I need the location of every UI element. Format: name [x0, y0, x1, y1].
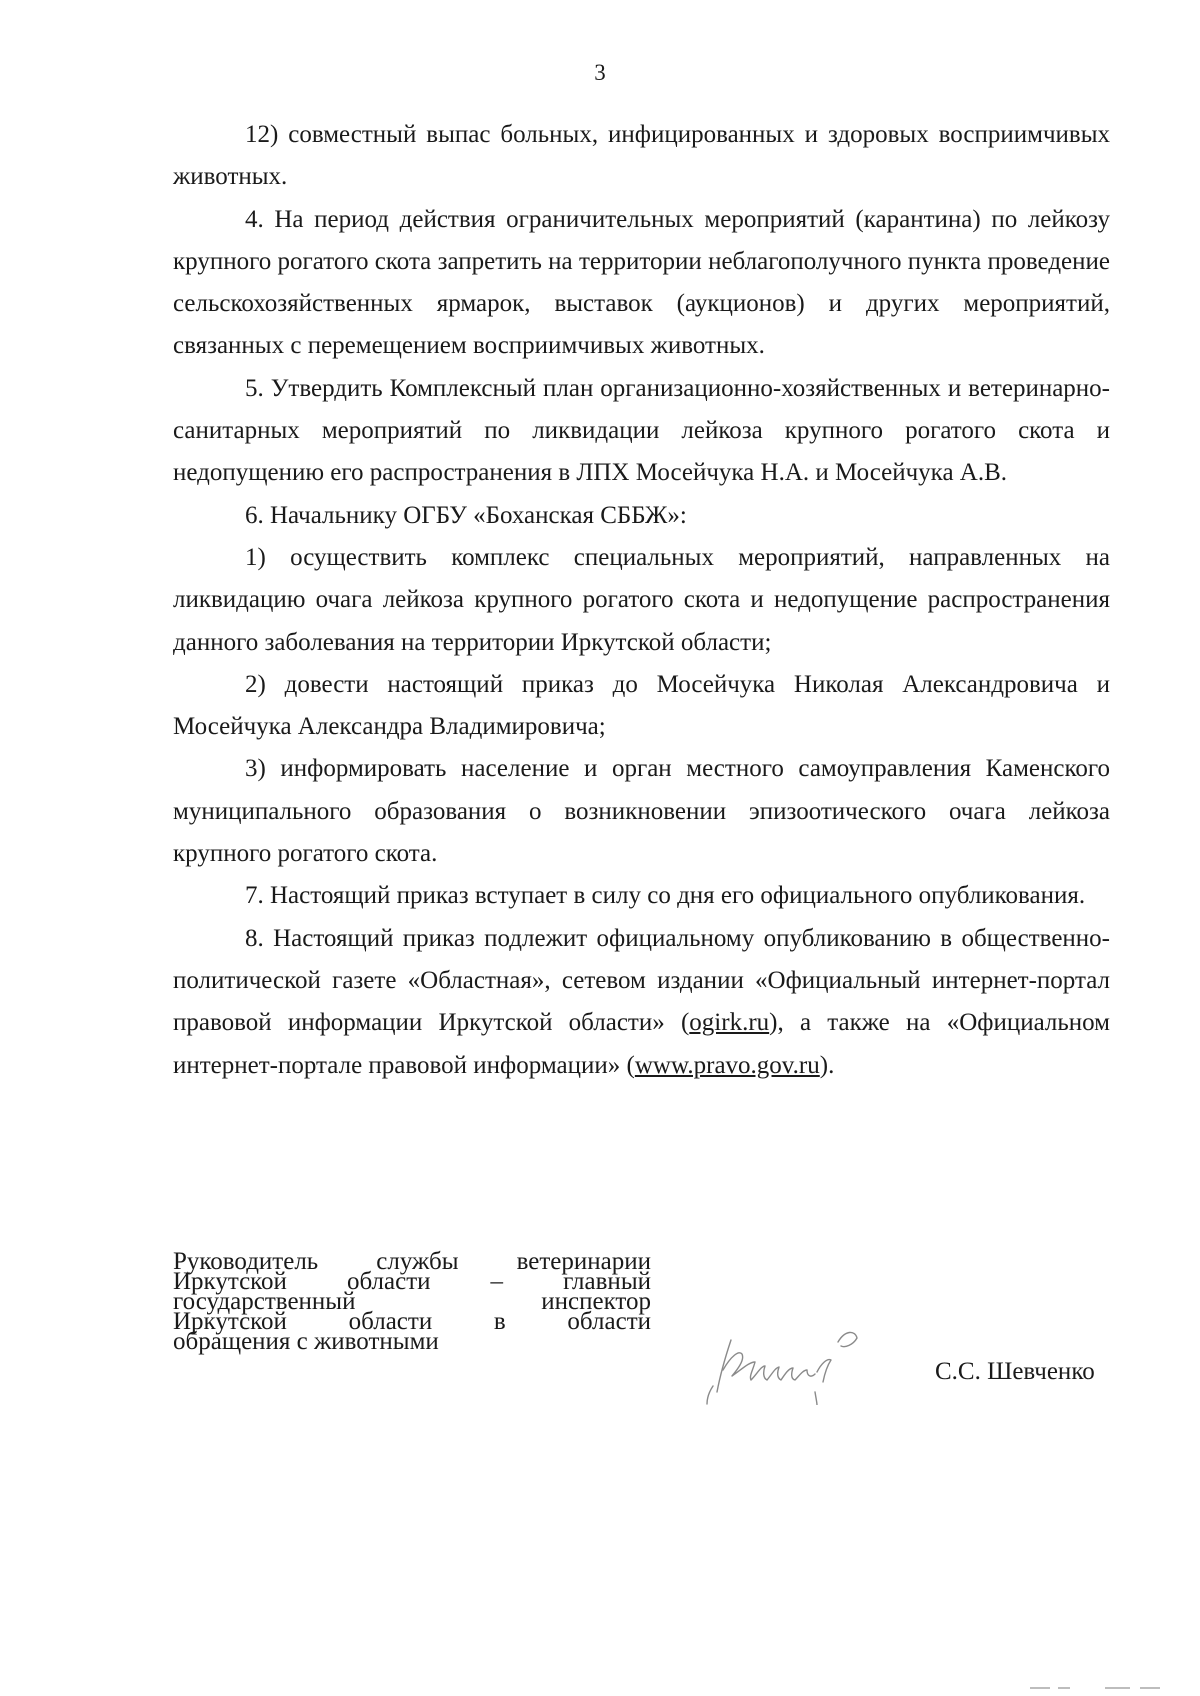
paragraph-6-item-3: 3) информировать население и орган местного самоуправления Каменского муниципального образования о возникновении эпизоотического очага лейкоза крупного рогатого скота.: [173, 755, 1110, 868]
pravo-link[interactable]: www.pravo.gov.ru: [634, 1051, 820, 1079]
publication-text-1: 8. Настоящий приказ подлежит официальному опубликованию в общественно-политической газете «Областная», сетевом издании «Официальный интернет-портал правовой информации Иркутской области» (: [173, 924, 1110, 1037]
document-body: [173, 114, 1110, 1087]
position-line: обращения с животными: [173, 1328, 439, 1355]
signer-name: С.С. Шевченко: [935, 1358, 1095, 1385]
paragraph-4: 4. На период действия ограничительных мероприятий (карантина) по лейкозу крупного рогатого скота запретить на территории неблагополучного пункта проведение сельскохозяйственных ярмарок, выставок (аукционов) и других мероприятий, связанных с перемещением восприимчивых животных.: [173, 205, 1110, 360]
scan-artifact-icon: [1030, 1684, 1180, 1692]
paragraph-6-item-2: 2) довести настоящий приказ до Мосейчука Николая Александровича и Мосейчука Александра Владимировича;: [173, 670, 1110, 741]
page-number: 3: [594, 60, 606, 85]
position-line: государственный инспектор: [173, 1288, 651, 1315]
publication-text-3: ).: [819, 1051, 835, 1079]
ogirk-link[interactable]: ogirk.ru: [689, 1009, 770, 1037]
paragraph-8: [173, 918, 1110, 1087]
paragraph-6: 6. Начальнику ОГБУ «Боханская СББЖ»:: [245, 501, 687, 529]
paragraph-6-item-1: 1) осуществить комплекс специальных мероприятий, направленных на ликвидацию очага лейкоза крупного рогатого скота и недопущение распространения данного заболевания на территории Иркутской области;: [173, 543, 1110, 656]
publication-text-2: ), а также на «Официальном интернет-портале правовой информации» (: [173, 1009, 1111, 1079]
position-line: Иркутской области – главный: [173, 1268, 651, 1295]
paragraph-7: 7. Настоящий приказ вступает в силу со дня его официального опубликования.: [245, 882, 1086, 910]
handwritten-signature: [695, 1300, 915, 1405]
paragraph-5: 5. Утвердить Комплексный план организационно-хозяйственных и ветеринарно-санитарных мероприятий по ликвидации лейкоза крупного рогатого скота и недопущению его распространения в ЛПХ Мосейчука Н.А. и Мосейчука А.В.: [173, 374, 1110, 487]
position-line: Иркутской области в области: [173, 1308, 651, 1335]
signatory-position: [173, 1248, 651, 1355]
position-line: Руководитель службы ветеринарии: [173, 1248, 651, 1275]
paragraph-item-12: 12) совместный выпас больных, инфицированных и здоровых восприимчивых животных.: [173, 121, 1110, 191]
